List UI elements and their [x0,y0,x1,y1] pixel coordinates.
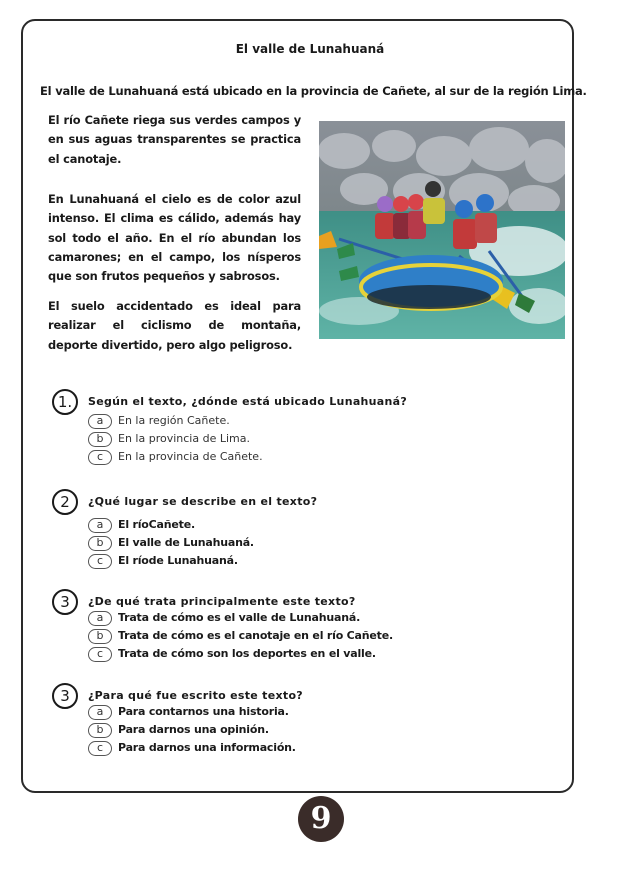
rafting-illustration [319,121,565,339]
option-text: Para darnos una opinión. [118,723,269,736]
option-letter: c [88,741,112,756]
question-text: ¿De qué trata principalmente este texto? [88,595,356,608]
rafting-photo [319,121,565,339]
option-text: En la provincia de Lima. [118,432,250,445]
question-number: 3 [52,589,78,615]
paragraph-terrain [48,297,301,355]
option-text: El ríode Lunahuaná. [118,554,238,567]
option-letter: b [88,432,112,447]
option-text: El valle de Lunahuaná. [118,536,254,549]
paragraph-text: En Lunahuaná el cielo es de color azul intenso. El clima es cálido, además hay sol todo el año. En el río abundan los camarones; en el campo, los nísperos que son frutos pequeños y sabrosos. [48,192,301,284]
paragraph-river [48,111,301,169]
option-letter: b [88,723,112,738]
paragraph-climate [48,190,301,286]
option-text: Trata de cómo es el valle de Lunahuaná. [118,611,361,624]
question-number: 3 [52,683,78,709]
option-letter: a [88,611,112,626]
option-letter: a [88,705,112,720]
option-text: En la provincia de Cañete. [118,450,263,463]
question-number: 1. [52,389,78,415]
option-letter: a [88,414,112,429]
option-text: Trata de cómo es el canotaje en el río Cañete. [118,629,393,642]
paragraph-text: El río Cañete riega sus verdes campos y en sus aguas transparentes se practica el canotaje. [48,113,301,166]
option-text: Trata de cómo son los deportes en el valle. [118,647,376,660]
intro-sentence: El valle de Lunahuaná está ubicado en la provincia de Cañete, al sur de la región Lima. [40,84,587,98]
option-text: Para contarnos una historia. [118,705,289,718]
option-letter: c [88,554,112,569]
question-number: 2 [52,489,78,515]
document-title: El valle de Lunahuaná [235,42,385,56]
option-text: En la región Cañete. [118,414,230,427]
option-text: Para darnos una información. [118,741,296,754]
option-letter: c [88,647,112,662]
page-number-badge: 9 [298,796,344,842]
option-text: El ríoCañete. [118,518,195,531]
option-letter: c [88,450,112,465]
option-letter: b [88,629,112,644]
question-text: Según el texto, ¿dónde está ubicado Lunahuaná? [88,395,408,408]
question-text: ¿Para qué fue escrito este texto? [88,689,303,702]
option-letter: a [88,518,112,533]
paragraph-text: El suelo accidentado es ideal para realizar el ciclismo de montaña, deporte divertido, pero algo peligroso. [48,299,301,352]
question-text: ¿Qué lugar se describe en el texto? [88,495,318,508]
option-letter: b [88,536,112,551]
